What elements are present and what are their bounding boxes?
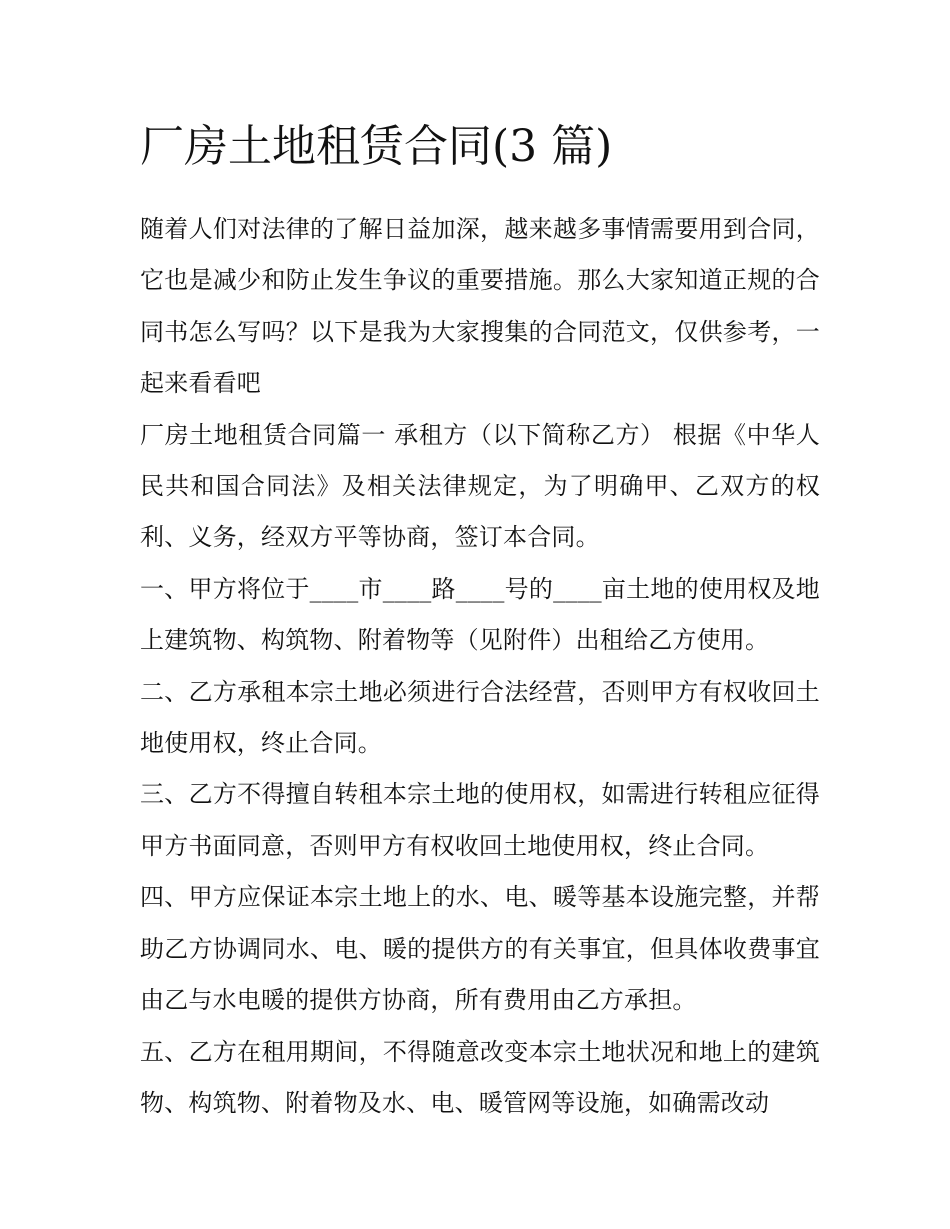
clause-5-paragraph: 五、乙方在租用期间，不得随意改变本宗土地状况和地上的建筑物、构筑物、附着物及水、电、暖管网等设施，如确需改动	[140, 1037, 820, 1117]
contract-preamble-paragraph: 厂房土地租赁合同篇一 承租方（以下简称乙方） 根据《中华人民共和国合同法》及相关法律规定，为了明确甲、乙双方的权利、义务，经双方平等协商，签订本合同。	[140, 420, 820, 552]
clause-3-paragraph: 三、乙方不得擅自转租本宗土地的使用权，如需进行转租应征得甲方书面同意，否则甲方有权收回土地使用权，终止合同。	[140, 780, 820, 860]
document-title: 厂房土地租赁合同(3 篇)	[140, 121, 613, 172]
clause-4-paragraph: 四、甲方应保证本宗土地上的水、电、暖等基本设施完整，并帮助乙方协调同水、电、暖的提供方的有关事宜，但具体收费事宜由乙与水电暖的提供方协商，所有费用由乙方承担。	[140, 883, 820, 1015]
clause-1-paragraph: 一、甲方将位于____市____路____号的____亩土地的使用权及地上建筑物、构筑物、附着物等（见附件）出租给乙方使用。	[140, 574, 820, 655]
document-body	[140, 112, 820, 1129]
intro-paragraph: 随着人们对法律的了解日益加深，越来越多事情需要用到合同，它也是减少和防止发生争议的重要措施。那么大家知道正规的合同书怎么写吗？以下是我为大家搜集的合同范文，仅供参考，一起来看看吧	[140, 215, 820, 398]
clause-2-paragraph: 二、乙方承租本宗土地必须进行合法经营，否则甲方有权收回土地使用权，终止合同。	[140, 677, 820, 758]
